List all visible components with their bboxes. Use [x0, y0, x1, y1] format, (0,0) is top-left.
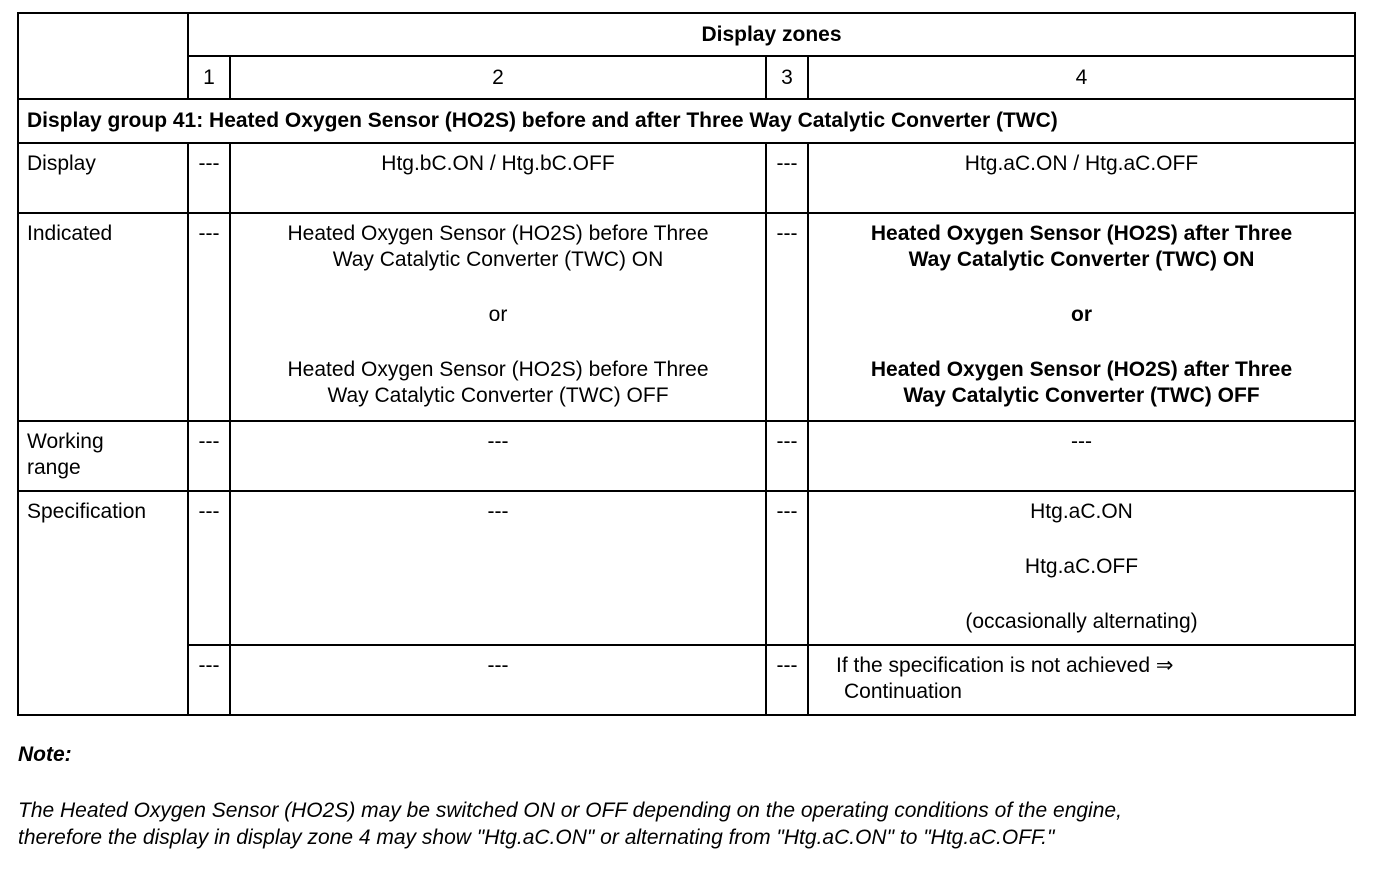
display-zones-header: Display zones — [188, 13, 1355, 56]
specification-zone-4 — [808, 491, 1355, 645]
zone-3-header: 3 — [766, 56, 808, 99]
table-row-display — [18, 143, 1355, 213]
note-title: Note: — [18, 743, 72, 766]
indicated-zone-2-line-4: Way Catalytic Converter (TWC) OFF — [327, 384, 669, 407]
display-zone-1: --- — [188, 143, 230, 213]
specification-zone-4-line-2: Htg.aC.OFF — [1024, 555, 1139, 578]
note-text-line-2: therefore the display in display zone 4 may show "Htg.aC.ON" or alternating from "Htg.aC.ON" to "Htg.aC.OFF." — [18, 826, 1055, 849]
note-text-line-1: The Heated Oxygen Sensor (HO2S) may be switched ON or OFF depending on the operating conditions of the engine, — [18, 799, 1122, 822]
table-row-indicated — [18, 213, 1355, 421]
display-group-table — [17, 12, 1356, 716]
indicated-zone-4 — [808, 213, 1355, 421]
working-range-label-line-2: range — [27, 456, 81, 479]
working-range-label-line-1: Working — [27, 430, 104, 453]
note-text — [18, 797, 1378, 851]
indicated-zone-3: --- — [766, 213, 808, 421]
indicated-zone-4-line-2: Way Catalytic Converter (TWC) ON — [908, 248, 1255, 271]
indicated-zone-4-line-3: Heated Oxygen Sensor (HO2S) after Three — [870, 358, 1293, 381]
indicated-zone-4-or: or — [1071, 303, 1092, 326]
specification-zone-1: --- — [188, 491, 230, 645]
indicated-zone-2-line-1: Heated Oxygen Sensor (HO2S) before Three — [287, 222, 709, 245]
indicated-zone-2-line-3: Heated Oxygen Sensor (HO2S) before Three — [287, 358, 709, 381]
specification-zone-4-line-1: Htg.aC.ON — [1030, 500, 1133, 523]
table-row-working-range — [18, 421, 1355, 491]
working-range-zone-3: --- — [766, 421, 808, 491]
row-label-specification: Specification — [18, 491, 188, 715]
continuation-zone-2: --- — [230, 645, 766, 715]
header-blank-cell — [18, 13, 188, 99]
continuation-link: Continuation — [844, 680, 962, 703]
specification-zone-4-line-3: (occasionally alternating) — [965, 610, 1198, 633]
display-zone-3: --- — [766, 143, 808, 213]
row-label-working-range — [18, 421, 188, 491]
table-row-specification — [18, 491, 1355, 645]
zone-2-header: 2 — [230, 56, 766, 99]
indicated-zone-2 — [230, 213, 766, 421]
working-range-zone-2: --- — [230, 421, 766, 491]
row-label-indicated: Indicated — [18, 213, 188, 421]
indicated-zone-2-line-2: Way Catalytic Converter (TWC) ON — [332, 248, 664, 271]
display-zone-4: Htg.aC.ON / Htg.aC.OFF — [808, 143, 1355, 213]
zone-4-header: 4 — [808, 56, 1355, 99]
display-zone-2: Htg.bC.ON / Htg.bC.OFF — [230, 143, 766, 213]
indicated-zone-1: --- — [188, 213, 230, 421]
display-group-title: Display group 41: Heated Oxygen Sensor (HO2S) before and after Three Way Catalytic Converter (TWC) — [18, 99, 1355, 143]
specification-zone-2: --- — [230, 491, 766, 645]
working-range-zone-1: --- — [188, 421, 230, 491]
continuation-zone-4-line-1: If the specification is not achieved ⇒ — [836, 654, 1174, 677]
specification-zone-3: --- — [766, 491, 808, 645]
zone-1-header: 1 — [188, 56, 230, 99]
continuation-zone-4 — [808, 645, 1355, 715]
indicated-zone-4-line-1: Heated Oxygen Sensor (HO2S) after Three — [870, 222, 1293, 245]
continuation-zone-3: --- — [766, 645, 808, 715]
indicated-zone-4-line-4: Way Catalytic Converter (TWC) OFF — [903, 384, 1260, 407]
table-row-continuation — [18, 645, 1355, 715]
row-label-display: Display — [18, 143, 188, 213]
working-range-zone-4: --- — [808, 421, 1355, 491]
indicated-zone-2-or: or — [488, 303, 508, 326]
continuation-zone-1: --- — [188, 645, 230, 715]
